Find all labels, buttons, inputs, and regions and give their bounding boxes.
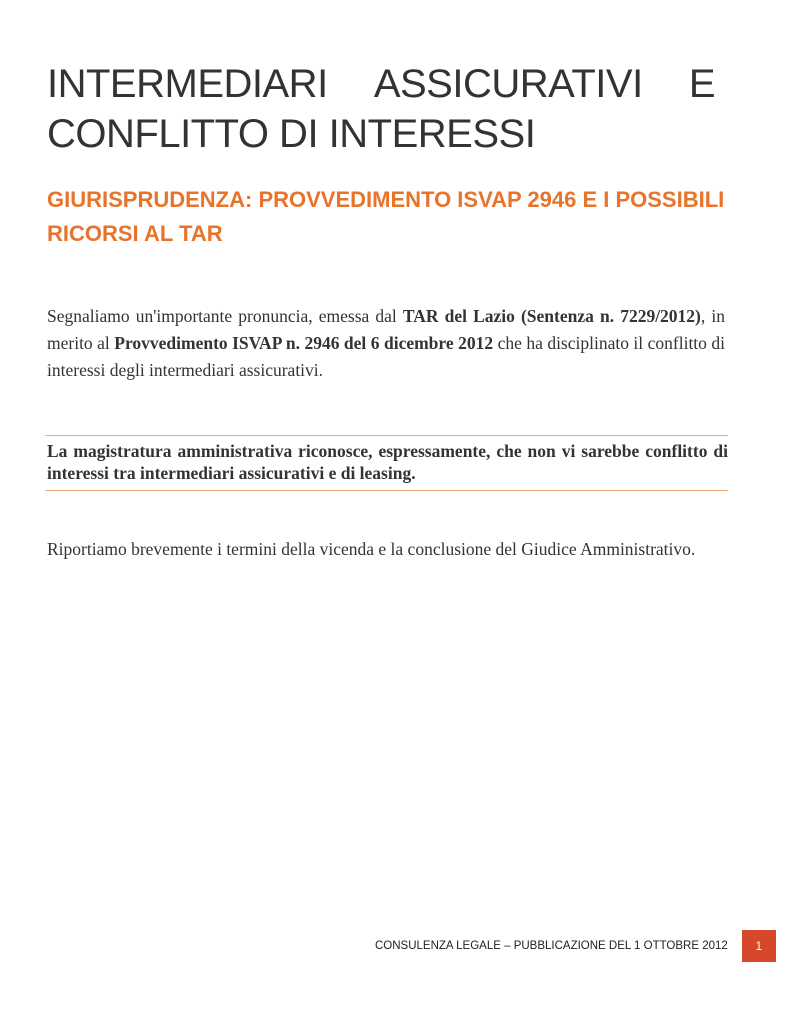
document-title-line-2: CONFLITTO DI INTERESSI [47,112,536,156]
intro-text: che ha disciplinato il conflitto di interessi degli intermediari assicurativi. [47,333,726,380]
document-title-line-1 [47,62,715,107]
highlight-text: La magistratura amministrativa riconosce, espressamente, che non vi sarebbe conflitto di interessi tra intermediari assicurativi e di leasing. [47,441,728,483]
highlight-box [45,435,728,491]
court-ruling-reference: TAR del Lazio (Sentenza n. 7229/2012) [402,306,701,326]
isvap-provision-reference: Provvedimento ISVAP n. 2946 del 6 dicembre 2012 [114,333,494,353]
intro-text: , in merito al [47,306,725,353]
intro-paragraph [47,303,725,384]
title-word: INTERMEDIARI [47,62,328,106]
page-number: 1 [742,930,776,962]
closing-paragraph: Riportiamo brevemente i termini della vicenda e la conclusione del Giudice Amministrativo. [47,539,696,559]
document-subtitle: GIURISPRUDENZA: PROVVEDIMENTO ISVAP 2946 E I POSSIBILI RICORSI AL TAR [47,187,725,246]
title-word: ASSICURATIVI [373,62,643,106]
footer-text: CONSULENZA LEGALE – PUBBLICAZIONE DEL 1 OTTOBRE 2012 [375,940,728,952]
intro-text: Segnaliamo un'importante pronuncia, emessa dal [47,306,403,326]
page-footer [375,930,776,962]
title-word: E [688,62,715,106]
